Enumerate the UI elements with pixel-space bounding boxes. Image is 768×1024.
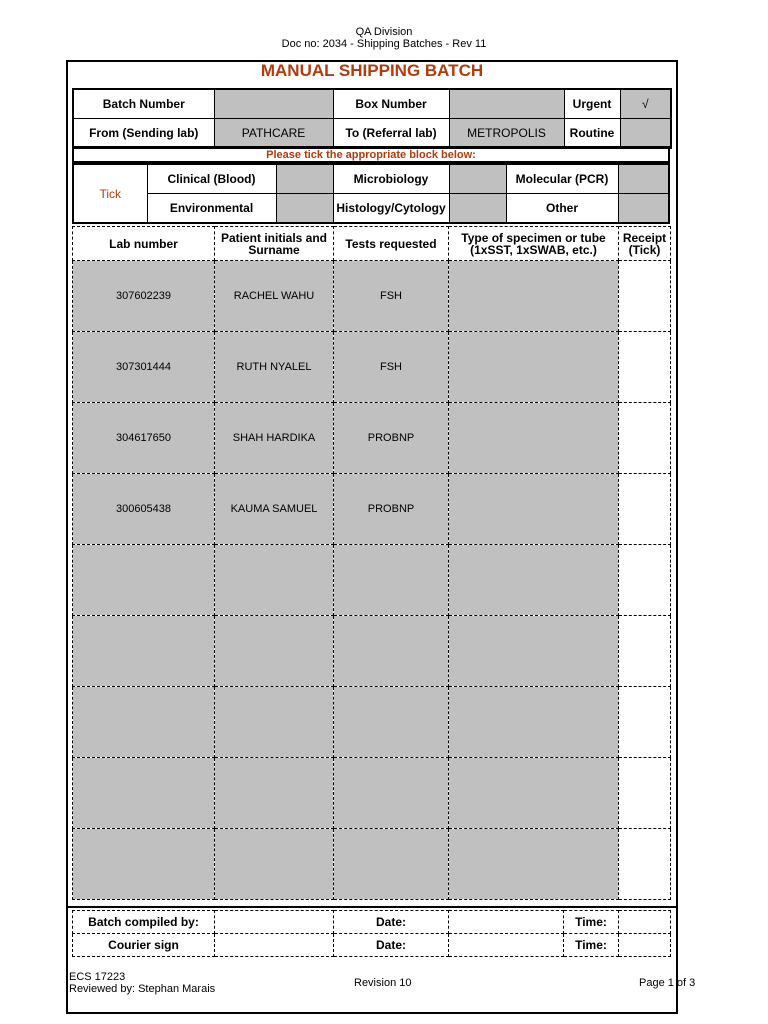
histology-cytology-label: Histology/Cytology <box>333 194 449 224</box>
patient-cell[interactable]: SHAH HARDIKA <box>215 403 334 474</box>
courier-date-label: Date: <box>334 934 449 957</box>
environmental-label: Environmental <box>147 194 276 224</box>
environmental-checkbox[interactable] <box>276 194 333 224</box>
specimen-type-cell[interactable] <box>449 758 619 829</box>
patient-cell[interactable] <box>215 687 334 758</box>
specimen-type-cell[interactable] <box>449 829 619 900</box>
clinical-blood-label: Clinical (Blood) <box>147 164 276 194</box>
batch-info-table <box>72 88 672 149</box>
microbiology-checkbox[interactable] <box>449 164 506 194</box>
reviewed-by: Reviewed by: Stephan Marais <box>69 983 216 995</box>
receipt-cell[interactable] <box>619 545 671 616</box>
tests-cell[interactable] <box>334 616 449 687</box>
patient-cell[interactable]: RUTH NYALEL <box>215 332 334 403</box>
specimen-type-cell[interactable] <box>449 261 619 332</box>
to-lab-label: To (Referral lab) <box>333 119 449 149</box>
table-row <box>73 758 671 829</box>
receipt-cell[interactable] <box>619 332 671 403</box>
patient-header: Patient initials and Surname <box>215 227 334 261</box>
specimen-table-header <box>73 227 671 261</box>
to-lab-field[interactable]: METROPOLIS <box>449 119 564 149</box>
tick-label: Tick <box>73 164 147 223</box>
microbiology-label: Microbiology <box>333 164 449 194</box>
lab-number-header: Lab number <box>73 227 215 261</box>
table-row <box>73 332 671 403</box>
tests-cell[interactable] <box>334 545 449 616</box>
tests-header: Tests requested <box>334 227 449 261</box>
tests-cell[interactable]: FSH <box>334 332 449 403</box>
courier-time-label: Time: <box>564 934 619 957</box>
batch-compiled-label: Batch compiled by: <box>73 911 215 934</box>
other-checkbox[interactable] <box>618 194 669 224</box>
tick-instruction: Please tick the appropriate block below: <box>72 146 670 163</box>
specimen-type-cell[interactable] <box>449 332 619 403</box>
box-number-field[interactable] <box>449 89 564 119</box>
receipt-cell[interactable] <box>619 474 671 545</box>
urgent-checkbox[interactable]: √ <box>620 89 671 119</box>
page-number: Page 1 of 3 <box>639 977 696 989</box>
lab-number-cell[interactable] <box>73 545 215 616</box>
receipt-cell[interactable] <box>619 829 671 900</box>
form-title: MANUAL SHIPPING BATCH <box>260 61 484 80</box>
molecular-pcr-checkbox[interactable] <box>618 164 669 194</box>
routine-label: Routine <box>564 119 620 149</box>
category-table <box>72 163 670 224</box>
lab-number-cell[interactable]: 307301444 <box>73 332 215 403</box>
receipt-cell[interactable] <box>619 261 671 332</box>
lab-number-cell[interactable]: 304617650 <box>73 403 215 474</box>
courier-time-field[interactable] <box>619 934 671 957</box>
lab-number-cell[interactable] <box>73 829 215 900</box>
lab-number-cell[interactable] <box>73 687 215 758</box>
urgent-label: Urgent <box>564 89 620 119</box>
from-lab-label: From (Sending lab) <box>73 119 214 149</box>
section-divider <box>66 906 678 908</box>
specimen-type-cell[interactable] <box>449 474 619 545</box>
compiled-time-label: Time: <box>564 911 619 934</box>
lab-number-cell[interactable]: 307602239 <box>73 261 215 332</box>
receipt-cell[interactable] <box>619 616 671 687</box>
document-number: Doc no: 2034 - Shipping Batches - Rev 11 <box>281 38 487 50</box>
signoff-table <box>72 910 671 957</box>
specimen-type-cell[interactable] <box>449 687 619 758</box>
receipt-cell[interactable] <box>619 687 671 758</box>
lab-number-cell[interactable] <box>73 758 215 829</box>
courier-sign-label: Courier sign <box>73 934 215 957</box>
specimen-type-header: Type of specimen or tube (1xSST, 1xSWAB, etc.) <box>449 227 619 261</box>
receipt-cell[interactable] <box>619 403 671 474</box>
specimen-type-cell[interactable] <box>449 403 619 474</box>
other-label: Other <box>506 194 618 224</box>
specimen-type-cell[interactable] <box>449 616 619 687</box>
from-lab-field[interactable]: PATHCARE <box>214 119 333 149</box>
table-row <box>73 403 671 474</box>
tests-cell[interactable]: FSH <box>334 261 449 332</box>
courier-date-field[interactable] <box>449 934 564 957</box>
revision-number: Revision 10 <box>354 977 412 989</box>
patient-cell[interactable] <box>215 616 334 687</box>
patient-cell[interactable] <box>215 758 334 829</box>
tests-cell[interactable]: PROBNP <box>334 403 449 474</box>
batch-number-field[interactable] <box>214 89 333 119</box>
patient-cell[interactable]: KAUMA SAMUEL <box>215 474 334 545</box>
compiled-date-label: Date: <box>334 911 449 934</box>
clinical-blood-checkbox[interactable] <box>276 164 333 194</box>
compiled-date-field[interactable] <box>449 911 564 934</box>
molecular-pcr-label: Molecular (PCR) <box>506 164 618 194</box>
patient-cell[interactable] <box>215 829 334 900</box>
tests-cell[interactable] <box>334 829 449 900</box>
patient-cell[interactable] <box>215 545 334 616</box>
specimen-type-cell[interactable] <box>449 545 619 616</box>
compiled-time-field[interactable] <box>619 911 671 934</box>
receipt-cell[interactable] <box>619 758 671 829</box>
tests-cell[interactable] <box>334 758 449 829</box>
table-row <box>73 829 671 900</box>
receipt-header: Receipt (Tick) <box>619 227 671 261</box>
table-row <box>73 261 671 332</box>
table-row <box>73 687 671 758</box>
box-number-label: Box Number <box>333 89 449 119</box>
tests-cell[interactable]: PROBNP <box>334 474 449 545</box>
courier-sign-field[interactable] <box>215 934 334 957</box>
lab-number-cell[interactable]: 300605438 <box>73 474 215 545</box>
batch-compiled-field[interactable] <box>215 911 334 934</box>
division-header: QA Division <box>355 26 413 38</box>
batch-number-label: Batch Number <box>73 89 214 119</box>
table-row <box>73 616 671 687</box>
table-row <box>73 545 671 616</box>
lab-number-cell[interactable] <box>73 616 215 687</box>
routine-checkbox[interactable] <box>620 119 671 149</box>
table-row <box>73 474 671 545</box>
tests-cell[interactable] <box>334 687 449 758</box>
histology-cytology-checkbox[interactable] <box>449 194 506 224</box>
document-code: ECS 17223 <box>69 971 126 983</box>
patient-cell[interactable]: RACHEL WAHU <box>215 261 334 332</box>
specimen-table <box>72 226 671 900</box>
